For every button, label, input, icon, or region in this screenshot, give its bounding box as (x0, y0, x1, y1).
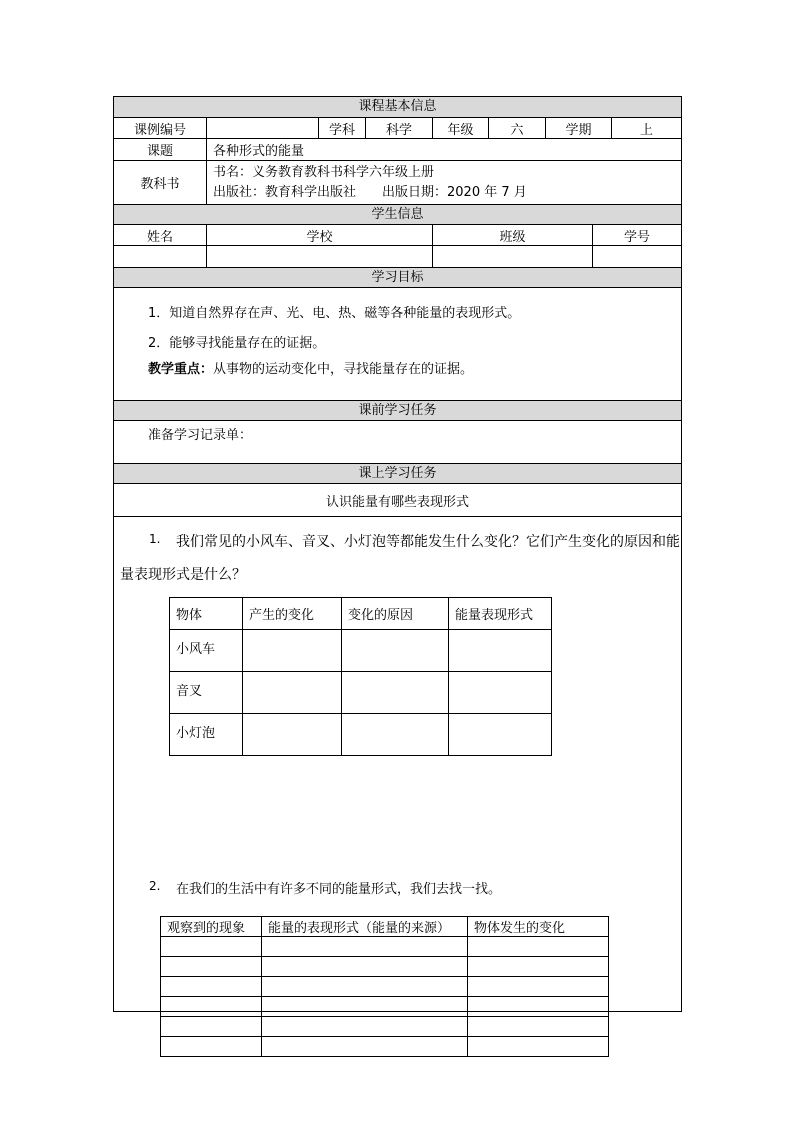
teaching-focus-label: 教学重点： (148, 362, 214, 377)
blank-cell[interactable] (342, 630, 449, 672)
blank-cell[interactable] (468, 957, 609, 977)
blank-cell[interactable] (161, 957, 262, 977)
goals-body (114, 287, 681, 400)
section-title: 课程基本信息 (358, 99, 437, 114)
textbook-title: 书名：义务教育教科书科学六年级上册 (213, 165, 435, 180)
blank-cell[interactable] (449, 672, 552, 714)
table-header-row (170, 598, 552, 630)
topic-value: 各种形式的能量 (213, 144, 305, 159)
textbook-info (207, 161, 681, 204)
section-header-pre-task (114, 400, 681, 420)
table-row (170, 672, 552, 714)
table-header-cell: 变化的原因 (342, 598, 449, 630)
class-task-subtitle: 认识能量有哪些表现形式 (325, 494, 469, 510)
section-header-goals (114, 267, 681, 287)
topic-label: 课题 (114, 139, 207, 160)
blank-cell[interactable] (243, 630, 342, 672)
table-header-cell: 能量表现形式 (449, 598, 552, 630)
goal-item-1: 1．知道自然界存在声、光、电、热、磁等各种能量的表现形式。 (148, 306, 521, 321)
blank-cell[interactable] (342, 672, 449, 714)
table-row (161, 997, 609, 1017)
class-field[interactable] (433, 246, 593, 267)
question-1-number: 1. (149, 532, 161, 546)
table-row (161, 957, 609, 977)
blank-cell[interactable] (262, 977, 468, 997)
course-info-row (114, 117, 681, 138)
section-title: 学习目标 (371, 270, 424, 285)
blank-cell[interactable] (243, 714, 342, 756)
textbook-row (114, 160, 681, 204)
teaching-focus (148, 358, 473, 377)
blank-cell[interactable] (161, 1037, 262, 1057)
table-row (161, 1037, 609, 1057)
section-title: 学生信息 (371, 207, 424, 222)
section-header-student-info (114, 204, 681, 224)
table-row (170, 630, 552, 672)
table-row (161, 1017, 609, 1037)
blank-cell[interactable] (468, 937, 609, 957)
student-value-row (114, 245, 681, 267)
term-value: 上 (639, 122, 653, 138)
blank-cell[interactable] (449, 630, 552, 672)
student-id-field[interactable] (593, 246, 681, 267)
blank-cell[interactable] (161, 1017, 262, 1037)
blank-cell[interactable] (262, 937, 468, 957)
blank-cell[interactable] (468, 1017, 609, 1037)
blank-cell[interactable] (468, 1037, 609, 1057)
table-header-cell: 物体发生的变化 (468, 917, 609, 937)
object-cell: 小风车 (170, 630, 243, 672)
name-field[interactable] (114, 246, 207, 267)
textbook-label: 教科书 (114, 161, 207, 204)
blank-cell[interactable] (161, 937, 262, 957)
energy-observation-table (169, 597, 552, 756)
blank-cell[interactable] (342, 714, 449, 756)
table-row (161, 977, 609, 997)
teaching-focus-text: 从事物的运动变化中，寻找能量存在的证据。 (213, 362, 474, 377)
textbook-publisher: 出版社：教育科学出版社 出版日期：2020 年 7 月 (213, 185, 527, 200)
pre-task-text: 准备学习记录单： (148, 428, 253, 443)
grade-label: 年级 (433, 118, 489, 138)
question-1-line-1: 我们常见的小风车、音叉、小灯泡等都能发生什么变化？它们产生变化的原因和能 (176, 534, 680, 550)
table-row (161, 937, 609, 957)
question-1-line-2: 量表现形式是什么？ (120, 567, 246, 583)
school-field[interactable] (207, 246, 433, 267)
school-label: 学校 (207, 225, 433, 245)
table-header-cell: 观察到的现象 (161, 917, 262, 937)
subject-label: 学科 (319, 118, 366, 138)
table-header-cell: 产生的变化 (243, 598, 342, 630)
blank-cell[interactable] (243, 672, 342, 714)
table-row (170, 714, 552, 756)
blank-cell[interactable] (161, 997, 262, 1017)
blank-cell[interactable] (468, 997, 609, 1017)
term-label: 学期 (546, 118, 612, 138)
object-cell: 音叉 (170, 672, 243, 714)
table-header-cell: 物体 (170, 598, 243, 630)
blank-cell[interactable] (262, 1017, 468, 1037)
topic-row (114, 138, 681, 160)
blank-cell[interactable] (161, 977, 262, 997)
table-header-cell: 能量的表现形式（能量的来源） (262, 917, 468, 937)
grade-value: 六 (489, 118, 546, 138)
pre-task-body (114, 420, 681, 463)
student-label-row (114, 224, 681, 245)
question-2-number: 2. (149, 879, 161, 893)
worksheet (113, 96, 682, 1012)
class-task-body (114, 516, 681, 1011)
goal-item-2: 2．能够寻找能量存在的证据。 (148, 336, 326, 351)
section-header-class-task (114, 463, 681, 483)
subject-value: 科学 (366, 118, 433, 138)
section-header-course-info (114, 97, 681, 117)
blank-cell[interactable] (468, 977, 609, 997)
case-no-value[interactable] (207, 118, 319, 138)
class-task-subtitle-row (114, 483, 681, 516)
class-label: 班级 (433, 225, 593, 245)
case-no-label: 课例编号 (114, 118, 207, 138)
section-title: 课前学习任务 (358, 403, 437, 418)
table-header-row (161, 917, 609, 937)
life-energy-table (160, 916, 609, 1057)
blank-cell[interactable] (262, 957, 468, 977)
object-cell: 小灯泡 (170, 714, 243, 756)
student-id-label: 学号 (623, 229, 650, 245)
name-label: 姓名 (114, 225, 207, 245)
blank-cell[interactable] (262, 997, 468, 1017)
blank-cell[interactable] (449, 714, 552, 756)
question-2-text: 在我们的生活中有许多不同的能量形式，我们去找一找。 (176, 882, 502, 897)
blank-cell[interactable] (262, 1037, 468, 1057)
section-title: 课上学习任务 (358, 466, 437, 481)
